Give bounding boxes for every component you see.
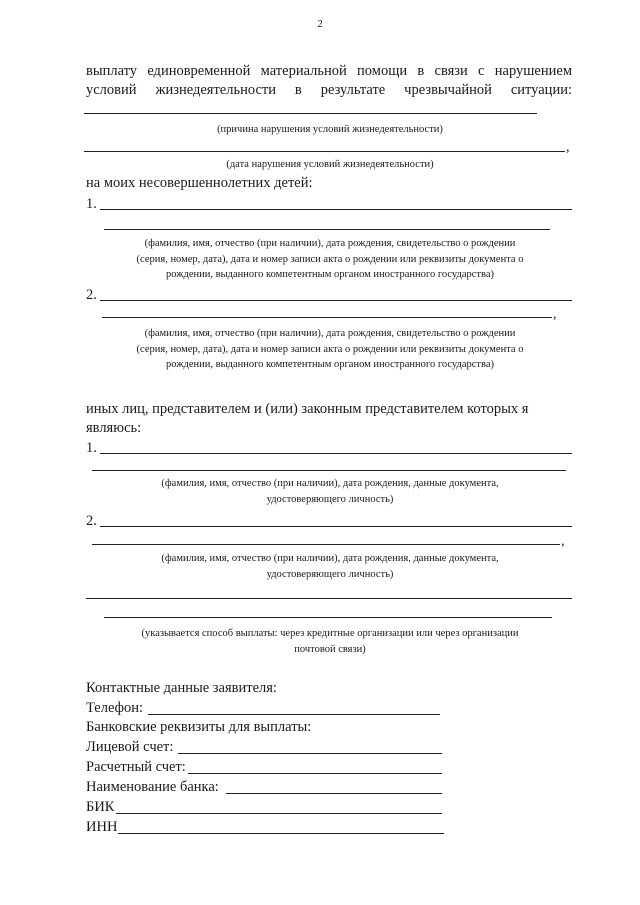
child-1-field-line[interactable] (100, 209, 572, 210)
child-1-caption-line-2: (серия, номер, дата), дата и номер записи акта о рождении или реквизиты документа о (136, 253, 524, 265)
person-2-field-comma: , (561, 534, 565, 549)
date-field-comma: , (566, 140, 570, 155)
payment-caption (80, 626, 580, 657)
child-1-number: 1. (86, 196, 97, 212)
person-2-field-line[interactable] (100, 526, 572, 527)
child-1-caption (80, 236, 580, 283)
bik-field-line[interactable] (116, 813, 442, 814)
person-2-field-line-2[interactable] (92, 544, 560, 545)
cause-caption: (причина нарушения условий жизнедеятельности) (217, 124, 443, 135)
settlement-account-label: Расчетный счет: (86, 759, 186, 775)
child-1-field-line-2[interactable] (104, 229, 550, 230)
inn-label: ИНН (86, 819, 118, 835)
person-2-caption (80, 551, 580, 582)
settlement-account-field-line[interactable] (188, 773, 442, 774)
contacts-heading: Контактные данные заявителя: (86, 680, 277, 696)
child-2-field-line[interactable] (100, 300, 572, 301)
person-1-number: 1. (86, 440, 97, 456)
page-number: 2 (317, 18, 323, 30)
person-1-caption-line-1: (фамилия, имя, отчество (при наличии), дата рождения, данные документа, (161, 478, 499, 489)
date-field-line[interactable] (84, 151, 565, 152)
payment-caption-line-2: почтовой связи) (294, 643, 366, 655)
child-2-field-comma: , (553, 307, 557, 322)
child-2-field-line-2[interactable] (102, 317, 552, 318)
person-1-caption-line-2: удостоверяющего личность) (266, 493, 394, 505)
bank-name-field-line[interactable] (226, 793, 442, 794)
others-heading-line-2: являюсь: (86, 420, 142, 436)
child-1-caption-line-3: рождении, выданного компетентным органом иностранного государства) (166, 269, 494, 280)
child-1-caption-line-1: (фамилия, имя, отчество (при наличии), дата рождения, свидетельство о рождении (144, 238, 516, 249)
payment-caption-line-1: (указывается способ выплаты: через кредитные организации или через организации (141, 628, 519, 639)
intro-paragraph (86, 62, 572, 100)
person-1-caption (80, 476, 580, 507)
child-2-number: 2. (86, 287, 97, 303)
child-2-caption-line-1: (фамилия, имя, отчество (при наличии), дата рождения, свидетельство о рождении (144, 328, 516, 339)
payment-field-line-2[interactable] (104, 617, 552, 618)
account-field-line[interactable] (178, 753, 442, 754)
person-2-caption-line-1: (фамилия, имя, отчество (при наличии), дата рождения, данные документа, (161, 553, 499, 564)
person-1-field-line[interactable] (100, 453, 572, 454)
intro-line-2: условий жизнедеятельности в результате чрезвычайной ситуации: (86, 82, 572, 98)
phone-label: Телефон: (86, 700, 144, 716)
inn-field-line[interactable] (118, 833, 444, 834)
child-2-caption-line-2: (серия, номер, дата), дата и номер записи акта о рождении или реквизиты документа о (136, 343, 524, 355)
payment-field-line[interactable] (86, 598, 572, 599)
person-2-number: 2. (86, 513, 97, 529)
others-heading-line-1: иных лиц, представителем и (или) законным представителем которых я (86, 401, 529, 417)
date-caption: (дата нарушения условий жизнедеятельности) (226, 159, 434, 170)
cause-field-line[interactable] (84, 113, 537, 114)
bik-label: БИК (86, 799, 115, 815)
person-2-caption-line-2: удостоверяющего личность) (266, 568, 394, 580)
bank-name-label: Наименование банка: (86, 779, 219, 795)
account-label: Лицевой счет: (86, 739, 174, 755)
bank-details-heading: Банковские реквизиты для выплаты: (86, 719, 312, 735)
children-heading: на моих несовершеннолетних детей: (86, 175, 313, 191)
intro-line-1: выплату единовременной материальной помощи в связи с нарушением (86, 63, 572, 79)
person-1-field-line-2[interactable] (92, 470, 566, 471)
others-heading (86, 400, 528, 438)
phone-field-line[interactable] (148, 714, 440, 715)
child-2-caption (80, 326, 580, 373)
child-2-caption-line-3: рождении, выданного компетентным органом иностранного государства) (166, 359, 494, 370)
